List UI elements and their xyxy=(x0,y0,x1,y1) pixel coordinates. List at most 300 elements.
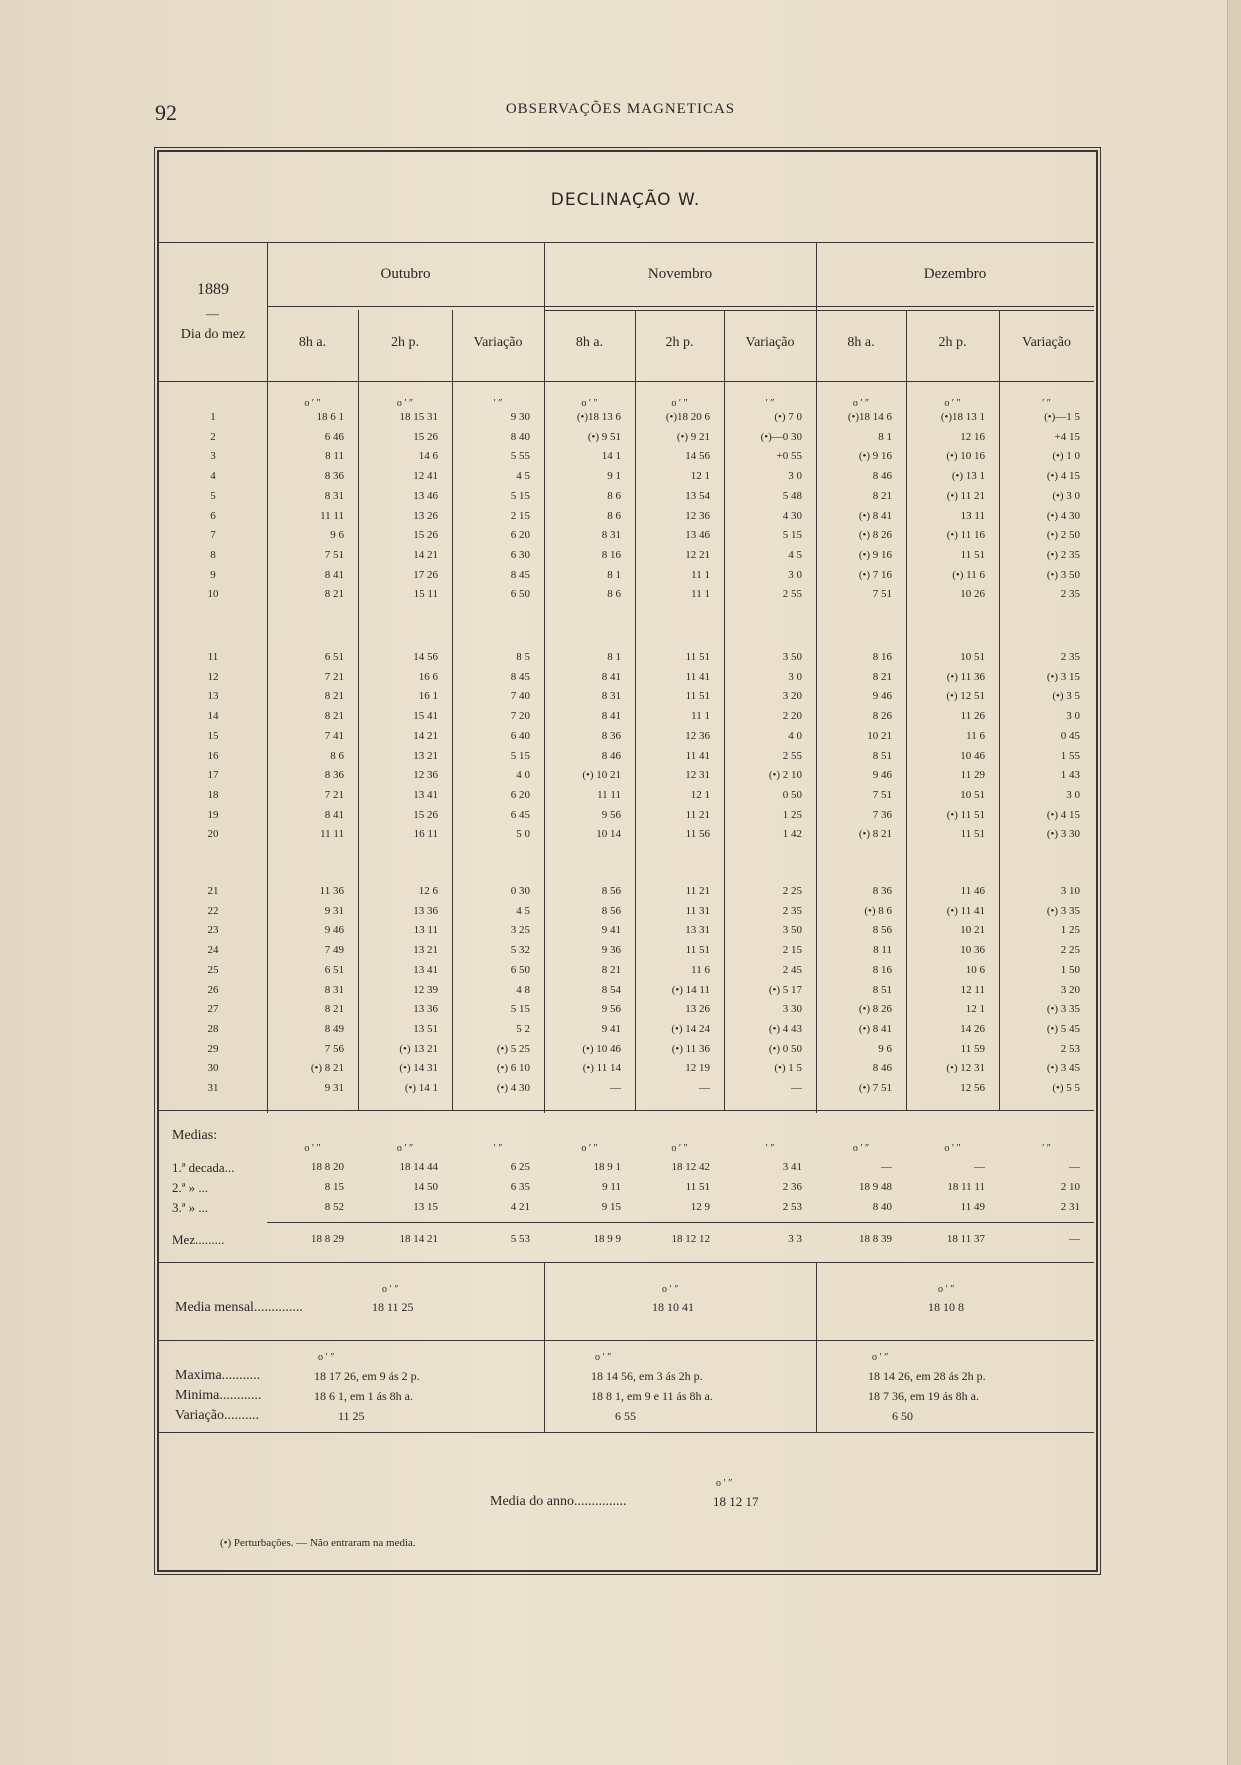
page-number: 92 xyxy=(155,100,177,125)
day-number: 12 xyxy=(207,670,219,683)
rule xyxy=(267,1222,1094,1223)
table-cell: 12 56 xyxy=(960,1082,985,1094)
table-cell: (•) 9 51 xyxy=(587,430,621,443)
table-cell: (•) 0 50 xyxy=(768,1042,802,1055)
table-cell: 5 15 xyxy=(782,529,802,542)
unit-mark: o ′ ″ xyxy=(304,1143,321,1154)
table-cell: (•) 8 21 xyxy=(858,828,892,841)
dash: — xyxy=(206,306,219,321)
table-cell: (•) 12 31 xyxy=(946,1062,985,1075)
table-cell: 10 26 xyxy=(960,588,985,601)
table-cell: (•)18 13 1 xyxy=(940,411,985,423)
unit-mark: ′ ″ xyxy=(493,398,503,409)
table-cell: 12 6 xyxy=(418,885,438,897)
table-cell: 11 6 xyxy=(691,963,710,976)
table-cell: 10 36 xyxy=(960,944,985,957)
table-cell: 14 56 xyxy=(413,651,438,663)
table-cell: (•) 4 15 xyxy=(1046,808,1080,821)
table-cell: 11 21 xyxy=(685,885,710,897)
table-cell: 2 25 xyxy=(1060,944,1080,957)
subcol-header: 2h p. xyxy=(391,335,419,350)
table-cell: 8 46 xyxy=(601,749,621,762)
subcol-header: 2h p. xyxy=(665,335,694,350)
table-cell: 7 56 xyxy=(324,1042,344,1055)
table-cell: 8 36 xyxy=(601,729,621,742)
day-number: 16 xyxy=(207,749,219,762)
table-cell: 7 51 xyxy=(872,588,892,601)
year-label: 1889 xyxy=(197,281,229,298)
table-cell: (•) 10 21 xyxy=(582,769,621,782)
table-cell: 9 41 xyxy=(601,1022,621,1035)
table-cell: 8 21 xyxy=(324,710,344,723)
media-anno-label: Media do anno............... xyxy=(490,1494,627,1509)
table-cell: 8 31 xyxy=(324,983,344,996)
table-cell: (•) 2 35 xyxy=(1046,548,1080,561)
table-cell: 11 1 xyxy=(691,588,710,601)
medias-row-label: 3.ª » ... xyxy=(172,1200,209,1215)
day-number: 6 xyxy=(210,509,216,522)
table-cell: 11 1 xyxy=(691,568,710,581)
table-cell: (•) 8 21 xyxy=(310,1062,344,1075)
day-number: 9 xyxy=(210,568,216,581)
subcol-header: 2h p. xyxy=(938,335,967,350)
table-cell: 13 36 xyxy=(413,1003,438,1016)
table-cell: — xyxy=(1069,1233,1080,1245)
table-cell: 8 21 xyxy=(872,489,892,502)
table-cell: 11 49 xyxy=(960,1201,985,1213)
table-cell: 2 15 xyxy=(782,944,802,957)
table-cell: 0 45 xyxy=(1060,729,1080,742)
table-cell: (•) 7 16 xyxy=(858,568,892,581)
table-cell: 8 40 xyxy=(872,1201,892,1213)
table-cell: 18 9 1 xyxy=(593,1161,621,1173)
table-cell: 10 14 xyxy=(596,828,621,841)
table-cell: — xyxy=(610,1082,621,1094)
table-cell: 14 26 xyxy=(960,1022,985,1035)
table-cell: 8 36 xyxy=(324,470,344,483)
unit-mark: o ′ ″ xyxy=(304,398,321,409)
table-cell: 2 53 xyxy=(782,1201,802,1213)
table-cell: 14 6 xyxy=(418,450,438,463)
table-cell: 8 31 xyxy=(601,529,621,542)
table-cell: 7 40 xyxy=(510,690,530,703)
table-cell: (•)18 20 6 xyxy=(665,411,710,423)
rule xyxy=(159,242,1094,243)
table-cell: 5 55 xyxy=(510,450,530,463)
medias-row-label: 2.ª » ... xyxy=(172,1180,209,1195)
table-cell: 9 56 xyxy=(601,1003,621,1016)
table-cell: (•) 12 51 xyxy=(946,690,985,703)
table-cell: 4 30 xyxy=(782,509,802,522)
table-cell: 8 16 xyxy=(601,548,621,561)
subcol-header: Variação xyxy=(1022,335,1071,350)
table-heading: DECLINAÇÃO W. xyxy=(550,190,701,210)
table-cell: (•) 8 26 xyxy=(858,529,892,542)
unit-mark: o ′ ″ xyxy=(671,398,688,409)
extreme-value: 18 14 56, em 3 ás 2h p. xyxy=(591,1369,703,1383)
table-cell: 8 21 xyxy=(324,1003,344,1016)
table-cell: 8 1 xyxy=(607,568,621,581)
table-cell: (•) 3 50 xyxy=(1046,568,1080,581)
table-cell: 18 11 11 xyxy=(947,1181,985,1193)
table-cell: 3 0 xyxy=(1066,710,1080,723)
table-cell: 5 15 xyxy=(510,1003,530,1016)
day-number: 23 xyxy=(207,924,219,937)
table-cell: 12 36 xyxy=(413,769,438,782)
table-cell: 11 51 xyxy=(685,690,710,703)
table-cell: 4 5 xyxy=(788,548,802,561)
rule xyxy=(159,1340,1094,1341)
table-cell: (•) 11 14 xyxy=(582,1062,621,1075)
table-cell: 16 11 xyxy=(413,828,438,841)
day-number: 10 xyxy=(207,588,219,601)
table-cell: 11 6 xyxy=(966,729,985,742)
table-cell: — xyxy=(1069,1161,1080,1173)
table-cell: (•) 3 45 xyxy=(1046,1062,1080,1075)
table-cell: 5 48 xyxy=(782,489,802,502)
table-cell: 12 9 xyxy=(690,1201,710,1213)
table-cell: (•) 13 1 xyxy=(951,470,985,483)
table-cell: 8 16 xyxy=(872,963,892,976)
table-cell: 13 51 xyxy=(413,1022,438,1035)
day-number: 15 xyxy=(207,729,219,742)
table-cell: (•) 3 35 xyxy=(1046,904,1080,917)
table-cell: 6 51 xyxy=(324,651,344,663)
extreme-value: 18 6 1, em 1 ás 8h a. xyxy=(314,1389,413,1403)
table-cell: 4 5 xyxy=(516,470,530,483)
table-cell: 8 41 xyxy=(324,808,344,821)
table-cell: 18 11 37 xyxy=(946,1233,985,1245)
table-cell: 14 50 xyxy=(413,1181,438,1193)
table-cell: 3 0 xyxy=(788,670,802,683)
table-cell: 12 36 xyxy=(685,509,710,522)
table-cell: 2 36 xyxy=(782,1181,802,1193)
table-cell: 8 46 xyxy=(872,470,892,483)
table-cell: 15 41 xyxy=(413,710,438,723)
unit-mark: o ′ ″ xyxy=(382,1284,399,1295)
table-cell: 13 21 xyxy=(413,944,438,957)
day-number: 22 xyxy=(207,904,219,917)
table-cell: (•) 5 25 xyxy=(496,1042,530,1055)
unit-mark: ′ ″ xyxy=(765,398,775,409)
table-cell: 5 32 xyxy=(510,944,530,957)
table-cell: 18 8 29 xyxy=(311,1233,344,1245)
table-cell: 1 50 xyxy=(1060,963,1080,976)
table-cell: 7 20 xyxy=(510,710,530,723)
table-cell: (•) 3 5 xyxy=(1052,690,1080,703)
day-number: 18 xyxy=(207,788,219,801)
table-cell: 18 15 31 xyxy=(399,411,438,423)
table-cell: 8 45 xyxy=(510,670,530,683)
table-cell: 8 31 xyxy=(601,690,621,703)
table-cell: 8 26 xyxy=(872,710,892,723)
table-cell: (•) 13 21 xyxy=(399,1042,438,1055)
table-cell: 3 0 xyxy=(788,470,802,483)
rule xyxy=(544,310,816,311)
table-cell: 0 30 xyxy=(510,885,530,897)
table-cell: 11 36 xyxy=(319,885,344,897)
table-cell: 13 26 xyxy=(685,1003,710,1016)
table-cell: 6 20 xyxy=(510,529,530,542)
rule xyxy=(159,381,1094,382)
table-cell: 18 9 48 xyxy=(859,1181,892,1193)
table-cell: 5 15 xyxy=(510,489,530,502)
table-cell: 13 31 xyxy=(685,924,710,937)
table-cell: 9 30 xyxy=(510,411,530,423)
table-cell: 6 50 xyxy=(510,588,530,601)
table-cell: 14 21 xyxy=(413,729,438,742)
table-cell: 4 21 xyxy=(510,1201,530,1213)
table-cell: 9 56 xyxy=(601,808,621,821)
table-cell: 11 26 xyxy=(960,710,985,723)
table-cell: 11 56 xyxy=(685,828,710,841)
table-cell: 11 59 xyxy=(960,1042,985,1055)
table-cell: 6 30 xyxy=(510,548,530,561)
day-number: 24 xyxy=(207,944,219,957)
day-number: 17 xyxy=(207,769,219,782)
day-number: 19 xyxy=(207,808,219,821)
table-cell: 7 51 xyxy=(872,788,892,801)
table-cell: 3 25 xyxy=(510,924,530,937)
table-cell: 6 25 xyxy=(510,1161,530,1173)
table-cell: 9 11 xyxy=(602,1181,621,1193)
table-cell: 0 50 xyxy=(782,788,802,801)
table-cell: 4 5 xyxy=(516,904,530,917)
day-number: 4 xyxy=(210,470,216,483)
extreme-value: 11 25 xyxy=(338,1409,365,1423)
table-cell: 2 35 xyxy=(1060,651,1080,663)
table-cell: 6 45 xyxy=(510,808,530,821)
day-number: 31 xyxy=(207,1082,219,1094)
table-cell: 4 0 xyxy=(516,769,530,782)
day-number: 29 xyxy=(207,1042,219,1055)
table-cell: (•) 9 21 xyxy=(676,430,710,443)
table-cell: (•) 9 16 xyxy=(858,548,892,561)
table-cell: 7 36 xyxy=(872,808,892,821)
day-number: 3 xyxy=(210,450,216,463)
subcol-header: Variação xyxy=(473,335,523,350)
table-cell: (•) 4 30 xyxy=(1046,509,1080,522)
day-number: 7 xyxy=(210,529,216,542)
table-cell: 11 1 xyxy=(691,710,710,723)
table-cell: 11 29 xyxy=(960,769,985,782)
table-cell: 9 31 xyxy=(324,904,344,917)
table-cell: (•) 11 36 xyxy=(946,670,985,683)
table-cell: (•) 8 6 xyxy=(864,904,892,917)
day-number: 26 xyxy=(207,983,219,996)
unit-mark: o ′ ″ xyxy=(852,398,870,409)
table-cell: (•) 5 45 xyxy=(1046,1022,1080,1035)
table-cell: 18 14 21 xyxy=(399,1233,438,1245)
table-cell: 13 26 xyxy=(413,509,438,522)
table-cell: 6 35 xyxy=(510,1181,530,1193)
table-cell: 12 1 xyxy=(690,788,710,801)
table-cell: (•) 9 16 xyxy=(858,450,892,463)
table-cell: 2 53 xyxy=(1060,1042,1080,1055)
table-cell: 13 11 xyxy=(960,509,985,522)
table-cell: (•) 5 17 xyxy=(768,983,802,996)
table-cell: 8 41 xyxy=(601,710,621,723)
unit-mark: ′ ″ xyxy=(493,1143,503,1154)
media-mensal-value: 18 10 41 xyxy=(652,1300,694,1314)
unit-mark: o ′ ″ xyxy=(852,1143,870,1154)
table-cell: 10 6 xyxy=(965,963,985,976)
table-cell: 8 41 xyxy=(324,568,344,581)
extreme-label: Variação.......... xyxy=(175,1408,259,1423)
table-cell: 10 21 xyxy=(867,729,892,742)
table-cell: 2 31 xyxy=(1060,1201,1080,1213)
unit-mark: o ′ ″ xyxy=(595,1352,612,1363)
unit-mark: o ′ ″ xyxy=(944,398,961,409)
day-number: 14 xyxy=(207,710,219,723)
table-cell: 8 54 xyxy=(601,983,621,996)
table-cell: 8 21 xyxy=(601,963,621,976)
table-cell: 13 41 xyxy=(413,963,438,976)
table-cell: 2 10 xyxy=(1060,1181,1080,1193)
table-cell: 8 1 xyxy=(878,430,892,443)
extreme-value: 18 8 1, em 9 e 11 ás 8h a. xyxy=(591,1389,713,1403)
table-cell: 8 11 xyxy=(873,944,892,957)
unit-mark: o ′ ″ xyxy=(872,1352,889,1363)
table-cell: 11 41 xyxy=(685,670,710,683)
table-cell: 5 2 xyxy=(516,1022,530,1035)
table-cell: 5 15 xyxy=(510,749,530,762)
table-cell: 3 30 xyxy=(782,1003,802,1016)
rule xyxy=(267,306,1094,307)
table-cell: 12 11 xyxy=(960,983,985,996)
unit-mark: ′ ″ xyxy=(1042,398,1051,409)
table-cell: 8 46 xyxy=(872,1062,892,1075)
table-cell: 4 8 xyxy=(516,983,530,996)
table-cell: 3 20 xyxy=(782,690,802,703)
table-cell: (•) 3 35 xyxy=(1046,1003,1080,1016)
table-cell: — xyxy=(791,1082,802,1094)
table-cell: 9 15 xyxy=(601,1201,621,1213)
extreme-label: Maxima........... xyxy=(175,1368,261,1383)
table-cell: 18 6 1 xyxy=(316,411,344,423)
table-cell: 16 6 xyxy=(418,670,438,683)
table-cell: 2 15 xyxy=(510,509,530,522)
table-cell: 2 25 xyxy=(782,885,802,897)
table-cell: (•) 4 15 xyxy=(1046,470,1080,483)
table-cell: 18 14 44 xyxy=(399,1161,438,1173)
table-cell: 13 46 xyxy=(413,489,438,502)
unit-mark: ′ ″ xyxy=(1042,1143,1051,1154)
table-cell: 13 11 xyxy=(413,924,438,937)
table-cell: 10 51 xyxy=(960,788,985,801)
table-cell: (•) 8 41 xyxy=(858,1022,892,1035)
table-cell: (•) 10 16 xyxy=(946,450,985,463)
table-cell: 4 0 xyxy=(788,729,802,742)
table-cell: (•) 14 24 xyxy=(671,1022,710,1035)
table-cell: 3 50 xyxy=(782,924,802,937)
table-cell: 12 19 xyxy=(685,1062,710,1075)
table-cell: 8 56 xyxy=(601,885,621,897)
page-title: OBSERVAÇÕES MAGNETICAS xyxy=(505,101,736,117)
table-cell: 5 53 xyxy=(510,1233,530,1245)
table-cell: 3 10 xyxy=(1060,885,1080,897)
table-cell: 8 56 xyxy=(601,904,621,917)
table-cell: 8 52 xyxy=(324,1201,344,1213)
medias-row-label: 1.ª decada... xyxy=(172,1160,235,1175)
table-cell: 7 21 xyxy=(324,670,344,683)
medias-row-label: Mez......... xyxy=(172,1232,225,1247)
table-cell: 12 39 xyxy=(413,983,438,996)
table-cell: 8 31 xyxy=(324,489,344,502)
table-cell: 11 51 xyxy=(685,944,710,957)
table-cell: 9 1 xyxy=(607,470,621,483)
table-cell: 18 12 12 xyxy=(671,1233,710,1245)
table-cell: 12 21 xyxy=(685,548,710,561)
table-cell: 1 43 xyxy=(1060,769,1080,782)
day-number: 27 xyxy=(207,1003,219,1016)
rule xyxy=(816,1262,817,1432)
table-cell: (•) 11 36 xyxy=(671,1042,710,1055)
unit-mark: o ′ ″ xyxy=(938,1284,955,1295)
table-cell: 9 46 xyxy=(872,769,892,782)
footnote: (•) Perturbações. — Não entraram na media. xyxy=(220,1537,416,1549)
day-number: 21 xyxy=(207,885,219,897)
table-cell: (•) 10 46 xyxy=(582,1042,621,1055)
subcol-header: 8h a. xyxy=(298,335,327,350)
table-cell: 14 21 xyxy=(413,548,438,561)
medias-label: Medias: xyxy=(172,1128,218,1143)
table-cell: 18 9 9 xyxy=(593,1233,621,1245)
table-cell: (•)—1 5 xyxy=(1044,411,1080,423)
table-cell: 1 42 xyxy=(782,828,802,841)
rule xyxy=(816,310,1094,311)
rule xyxy=(159,1262,1094,1263)
media-anno-value: 18 12 17 xyxy=(713,1494,759,1509)
table-cell: 10 21 xyxy=(960,924,985,937)
table-frame xyxy=(157,150,1098,1572)
table-cell: 11 51 xyxy=(685,1181,710,1193)
table-cell: 12 41 xyxy=(413,470,438,483)
table-cell: 8 1 xyxy=(607,651,621,663)
rule xyxy=(159,1110,1094,1111)
table-cell: (•) 14 1 xyxy=(404,1082,438,1094)
table-cell: 18 8 39 xyxy=(859,1233,892,1245)
table-cell: 2 55 xyxy=(782,749,802,762)
day-column-label: Dia do mez xyxy=(180,327,246,342)
unit-mark: o ′ ″ xyxy=(581,398,598,409)
table-cell: 12 1 xyxy=(690,470,710,483)
table-cell: 9 41 xyxy=(601,924,621,937)
table-cell: 7 51 xyxy=(324,548,344,561)
table-cell: (•) 1 0 xyxy=(1052,450,1080,463)
table-cell: 11 41 xyxy=(685,749,710,762)
rule xyxy=(544,1262,545,1432)
table-cell: 13 54 xyxy=(685,489,710,502)
table-cell: 14 56 xyxy=(685,450,710,463)
table-cell: 3 41 xyxy=(782,1161,802,1173)
table-cell: (•) 3 0 xyxy=(1052,489,1080,502)
extreme-value: 18 14 26, em 28 ás 2h p. xyxy=(868,1369,986,1383)
table-cell: 8 51 xyxy=(872,983,892,996)
table-cell: 8 21 xyxy=(872,670,892,683)
table-cell: 5 0 xyxy=(516,828,530,841)
table-cell: 14 1 xyxy=(601,450,621,463)
table-cell: 8 6 xyxy=(607,489,621,502)
table-cell: (•) 2 50 xyxy=(1046,529,1080,542)
table-cell: (•) 14 11 xyxy=(671,983,710,996)
table-cell: 2 45 xyxy=(782,963,802,976)
month-novembro: Novembro xyxy=(647,266,713,282)
unit-mark: o ′ ″ xyxy=(716,1478,733,1489)
table-cell: (•) 11 16 xyxy=(946,529,985,542)
day-number: 28 xyxy=(207,1022,219,1035)
table-cell: 8 15 xyxy=(324,1181,344,1193)
